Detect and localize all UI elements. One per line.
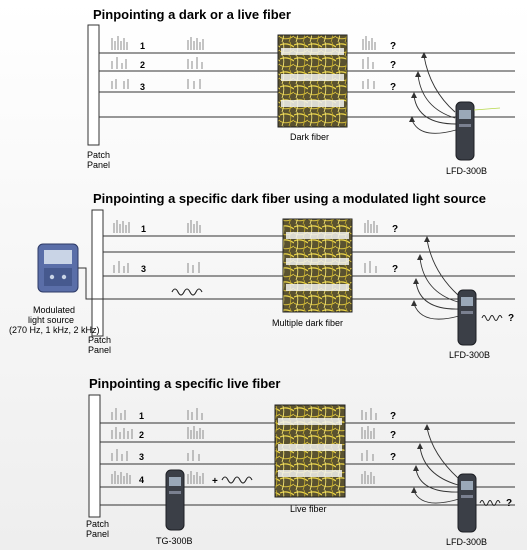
tg-device — [166, 470, 184, 530]
question-mark: ? — [390, 60, 397, 71]
device-label: LFD-300B — [449, 350, 491, 360]
patch-label: Patch — [87, 150, 111, 160]
photo-label: Live fiber — [290, 504, 327, 514]
patch-label: Patch — [88, 335, 112, 345]
photo-label: Multiple dark fiber — [272, 318, 344, 328]
fiber-number: 1 — [141, 224, 147, 234]
section-title: Pinpointing a dark or a live fiber — [93, 7, 291, 22]
question-mark: ? — [506, 498, 513, 509]
question-mark: ? — [390, 452, 397, 463]
lfd-device — [458, 290, 476, 345]
modulated-source-device — [38, 244, 78, 292]
fiber-number: 1 — [139, 411, 145, 421]
fiber-number: 3 — [140, 82, 146, 92]
fiber-number: 3 — [141, 264, 147, 274]
patch-label: Panel — [88, 345, 112, 355]
fiber-number: 2 — [140, 60, 146, 70]
source-label: Modulated — [33, 305, 76, 315]
patch-panel — [92, 210, 103, 336]
patch-label: Patch — [86, 519, 110, 529]
question-mark: ? — [392, 264, 399, 275]
tone-device-label: TG-300B — [156, 536, 193, 546]
question-mark: ? — [392, 224, 399, 235]
fiber-number: 4 — [139, 475, 145, 485]
question-mark: ? — [390, 41, 397, 52]
fiber-photo — [278, 35, 347, 127]
fiber-photo — [275, 405, 345, 497]
question-mark: ? — [508, 313, 515, 324]
source-label: light source — [28, 315, 75, 325]
plus-sign: + — [212, 476, 218, 487]
section-title: Pinpointing a specific live fiber — [89, 376, 281, 391]
fiber-photo — [283, 219, 352, 312]
device-label: LFD-300B — [446, 166, 488, 176]
question-mark: ? — [390, 430, 397, 441]
section-title: Pinpointing a specific dark fiber using a modulated light source — [93, 191, 486, 206]
lfd-device — [458, 474, 476, 532]
fiber-number: 1 — [140, 41, 146, 51]
patch-label: Panel — [86, 529, 110, 539]
source-frequency-label: (270 Hz, 1 kHz, 2 kHz) — [9, 325, 100, 335]
question-mark: ? — [390, 82, 397, 93]
fiber-number: 2 — [139, 430, 145, 440]
question-mark: ? — [390, 411, 397, 422]
fiber-number: 3 — [139, 452, 145, 462]
patch-label: Panel — [87, 160, 111, 170]
patch-panel — [89, 395, 100, 517]
device-label: LFD-300B — [446, 537, 488, 547]
photo-label: Dark fiber — [290, 132, 330, 142]
patch-panel — [88, 25, 99, 145]
